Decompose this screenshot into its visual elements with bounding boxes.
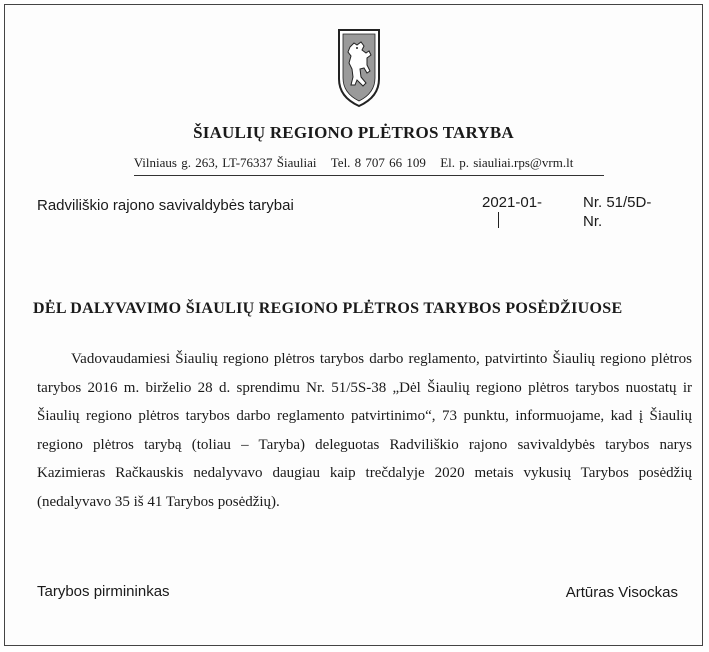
signatory-role: Tarybos pirmininkas — [37, 583, 170, 600]
number-line-2: Nr. — [583, 213, 603, 230]
coat-of-arms-icon — [336, 27, 382, 109]
number-line-1: Nr. 51/5D- — [583, 194, 652, 211]
document-date — [482, 193, 562, 228]
body-paragraph: Vadovaudamiesi Šiaulių regiono plėtros tarybos darbo reglamento, patvirtinto Šiaulių regiono plėtros tarybos 2016 m. birželio 28 d. sprendimu Nr. 51/5S-38 „Dėl Šiaulių regiono plėtros tarybos nuostatų ir Šiaulių regiono plėtros tarybos darbo reglamento patvirtinimo“, 73 punktu, informuojame, kad į Šiaulių regiono plėtros tarybą (toliau – Taryba) deleguotas Radviliškio rajono savivaldybės tarybos narys Kazimieras Račkauskis nedalyvavo daugiau kaip trečdalyje 2020 metais vykusių Tarybos posėdžių (nedalyvavo 35 iš 41 Tarybos posėdžių). — [37, 351, 692, 510]
document-number — [583, 193, 673, 231]
document-page — [4, 4, 703, 646]
document-subject: DĖL DALYVAVIMO ŠIAULIŲ REGIONO PLĖTROS TARYBOS POSĖDŽIUOSE — [33, 300, 623, 317]
email: El. p. siauliai.rps@vrm.lt — [440, 155, 574, 170]
header-divider — [134, 175, 604, 176]
organization-title: ŠIAULIŲ REGIONO PLĖTROS TARYBA — [193, 123, 514, 142]
date-value: 2021-01- — [482, 194, 543, 211]
text-cursor — [498, 212, 499, 228]
signatory-name: Artūras Visockas — [565, 584, 678, 601]
address: Vilniaus g. 263, LT-76337 Šiauliai — [133, 155, 317, 170]
contact-line — [5, 155, 702, 171]
phone: Tel. 8 707 66 109 — [330, 155, 426, 170]
recipient: Radviliškio rajono savivaldybės tarybai — [37, 197, 294, 214]
